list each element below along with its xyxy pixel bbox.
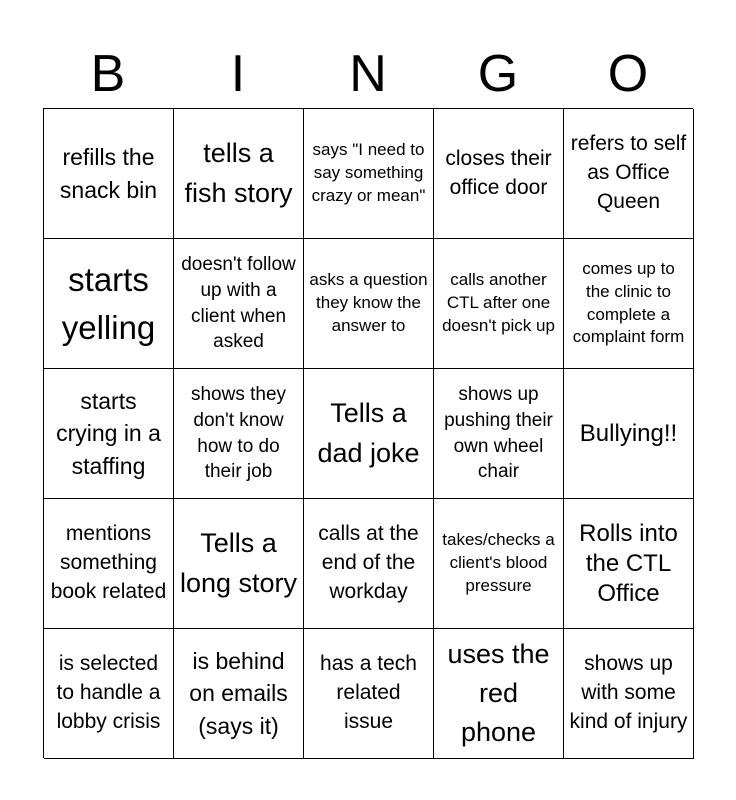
cell-text: has a tech related issue: [320, 652, 417, 733]
bingo-cell-r2c5[interactable]: [564, 239, 694, 369]
bingo-cell-r3c3[interactable]: [304, 369, 434, 499]
cell-text: doesn't follow up with a client when asked: [181, 254, 296, 353]
cell-text: starts yelling: [61, 260, 156, 346]
cell-text: starts crying in a staffing: [56, 387, 161, 479]
cell-text: is behind on emails (says it): [189, 647, 288, 739]
bingo-cell-r4c5[interactable]: [564, 499, 694, 629]
bingo-board: [43, 108, 693, 758]
bingo-cell-r2c4[interactable]: [434, 239, 564, 369]
bingo-cell-r5c2[interactable]: [174, 629, 304, 759]
bingo-cell-r3c1[interactable]: [44, 369, 174, 499]
cell-text: calls at the end of the workday: [318, 522, 419, 603]
bingo-cell-r1c1[interactable]: [44, 109, 174, 239]
bingo-cell-r1c5[interactable]: [564, 109, 694, 239]
cell-text: closes their office door: [445, 146, 552, 199]
bingo-cell-r3c2[interactable]: [174, 369, 304, 499]
cell-text: shows they don't know how to do their job: [190, 384, 287, 483]
cell-text: mentions something book related: [50, 522, 167, 603]
header-letter-n: N: [349, 45, 387, 103]
cell-text: Rolls into the CTL Office: [579, 519, 678, 607]
bingo-cell-r3c4[interactable]: [434, 369, 564, 499]
cell-text: calls another CTL after one doesn't pick up: [442, 270, 555, 335]
header-letter-i: I: [230, 45, 246, 103]
bingo-cell-r5c3[interactable]: [304, 629, 434, 759]
bingo-cell-r4c3[interactable]: [304, 499, 434, 629]
bingo-cell-r2c2[interactable]: [174, 239, 304, 369]
cell-text: refers to self as Office Queen: [570, 132, 687, 213]
header-letter-o: O: [607, 45, 649, 103]
bingo-cell-r3c5[interactable]: [564, 369, 694, 499]
cell-text: Bullying!!: [579, 419, 678, 447]
header-letter-g: G: [477, 45, 519, 103]
cell-text: says "I need to say something crazy or mean": [311, 140, 426, 205]
cell-text: takes/checks a client's blood pressure: [442, 530, 555, 595]
cell-text: Tells a long story: [179, 528, 298, 598]
cell-text: asks a question they know the answer to: [309, 270, 428, 335]
header-letter-b: B: [90, 45, 126, 103]
bingo-cell-r4c1[interactable]: [44, 499, 174, 629]
cell-text: Tells a dad joke: [317, 398, 420, 468]
bingo-cell-r5c4[interactable]: [434, 629, 564, 759]
cell-text: tells a fish story: [184, 138, 293, 208]
cell-text: is selected to handle a lobby crisis: [56, 652, 161, 733]
cell-text: shows up pushing their own wheel chair: [444, 384, 553, 483]
bingo-cell-r5c5[interactable]: [564, 629, 694, 759]
bingo-cell-r1c4[interactable]: [434, 109, 564, 239]
cell-text: uses the red phone: [447, 638, 550, 748]
bingo-cell-r4c2[interactable]: [174, 499, 304, 629]
bingo-cell-r2c3[interactable]: [304, 239, 434, 369]
cell-text: refills the snack bin: [59, 143, 158, 203]
bingo-cell-r1c2[interactable]: [174, 109, 304, 239]
bingo-cell-r4c4[interactable]: [434, 499, 564, 629]
cell-text: shows up with some kind of injury: [569, 652, 688, 733]
bingo-cell-r1c3[interactable]: [304, 109, 434, 239]
cell-text: comes up to the clinic to complete a complaint form: [572, 258, 685, 347]
bingo-cell-r2c1[interactable]: [44, 239, 174, 369]
bingo-cell-r5c1[interactable]: [44, 629, 174, 759]
bingo-header: [43, 40, 693, 108]
